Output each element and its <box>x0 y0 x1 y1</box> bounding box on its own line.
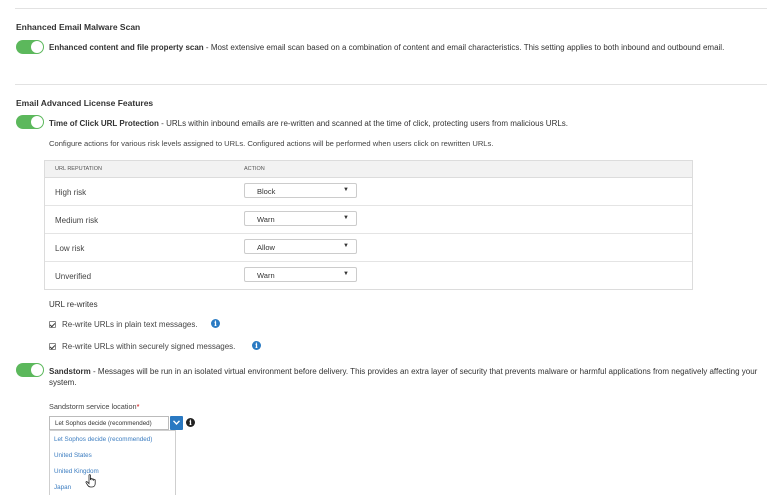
time-of-click-desc: - URLs within inbound emails are re-written and scanned at the time of click, protecting users from malicious URLs. <box>158 119 569 128</box>
url-rewrites-title: URL re-writes <box>49 300 98 309</box>
action-select[interactable] <box>244 183 357 198</box>
action-select[interactable] <box>244 267 357 282</box>
sandstorm-location-select[interactable] <box>49 416 169 430</box>
section-title-license-features: Email Advanced License Features <box>16 98 154 108</box>
action-select-value: Block <box>257 187 276 196</box>
chevron-down-icon: ▼ <box>343 271 349 277</box>
toggle-knob <box>31 364 43 376</box>
dropdown-option-japan[interactable]: Japan <box>54 484 72 491</box>
sandstorm-toggle[interactable] <box>16 363 44 377</box>
chevron-down-icon: ▼ <box>343 215 349 221</box>
section-divider <box>15 84 767 85</box>
chevron-down-icon <box>173 420 180 425</box>
info-icon[interactable]: i <box>252 341 261 350</box>
action-select[interactable] <box>244 211 357 226</box>
table-header <box>45 161 692 178</box>
enhanced-scan-desc: - Most extensive email scan based on a combination of content and email characteristics. This setting applies to both inbound and outbound email. <box>203 43 725 52</box>
rewrite-plain-text-checkbox[interactable] <box>49 321 56 328</box>
table-row <box>45 206 692 234</box>
table-row <box>45 178 692 206</box>
sandstorm-desc: - Messages will be run in an isolated virtual environment before delivery. This provides an extra layer of security that prevents malware or harmful applications from negatively affecting your system. <box>49 367 758 387</box>
row-reputation-label: High risk <box>55 188 87 197</box>
table-row <box>45 262 692 290</box>
dropdown-option-united-states[interactable]: United States <box>54 452 92 459</box>
required-mark: * <box>136 402 140 411</box>
time-of-click-toggle[interactable] <box>16 115 44 129</box>
sandstorm-name: Sandstorm <box>49 367 91 376</box>
enhanced-scan-toggle[interactable] <box>16 40 44 54</box>
location-dropdown-list <box>49 430 176 495</box>
row-reputation-label: Medium risk <box>55 216 99 225</box>
hand-pointer-icon <box>85 474 97 488</box>
sandstorm-description <box>49 366 763 388</box>
dropdown-option-let-sophos-decide[interactable]: Let Sophos decide (recommended) <box>54 436 153 443</box>
column-header-action: ACTION <box>244 166 265 172</box>
enhanced-scan-description <box>49 42 749 53</box>
chevron-down-icon: ▼ <box>343 187 349 193</box>
location-dropdown-button[interactable] <box>170 416 183 430</box>
dropdown-option-united-kingdom[interactable]: United Kingdom <box>54 468 99 475</box>
location-label-text: Sandstorm service location <box>49 402 137 411</box>
time-of-click-name: Time of Click URL Protection <box>49 119 159 128</box>
top-divider <box>15 8 767 9</box>
row-reputation-label: Unverified <box>55 272 92 281</box>
table-row <box>45 234 692 262</box>
chevron-down-icon: ▼ <box>343 243 349 249</box>
info-icon[interactable]: i <box>186 418 195 427</box>
action-select-value: Warn <box>257 215 275 224</box>
rewrite-plain-text-label: Re-write URLs in plain text messages. <box>62 320 198 329</box>
action-select-value: Warn <box>257 271 275 280</box>
rewrite-signed-checkbox[interactable] <box>49 343 56 350</box>
column-header-reputation: URL REPUTATION <box>55 166 102 172</box>
action-select-value: Allow <box>257 243 275 252</box>
rewrite-signed-label: Re-write URLs within securely signed messages. <box>62 342 236 351</box>
url-reputation-table <box>44 160 693 290</box>
enhanced-scan-name: Enhanced content and file property scan <box>49 43 204 52</box>
sandstorm-location-label <box>49 402 139 411</box>
toggle-knob <box>31 116 43 128</box>
configure-note: Configure actions for various risk levels assigned to URLs. Configured actions will be performed when users click on rewritten URLs. <box>49 139 494 148</box>
toggle-knob <box>31 41 43 53</box>
time-of-click-description <box>49 118 749 129</box>
info-icon[interactable]: i <box>211 319 220 328</box>
location-select-value: Let Sophos decide (recommended) <box>55 420 152 427</box>
action-select[interactable] <box>244 239 357 254</box>
section-title-enhanced-scan: Enhanced Email Malware Scan <box>16 22 141 32</box>
row-reputation-label: Low risk <box>55 244 85 253</box>
